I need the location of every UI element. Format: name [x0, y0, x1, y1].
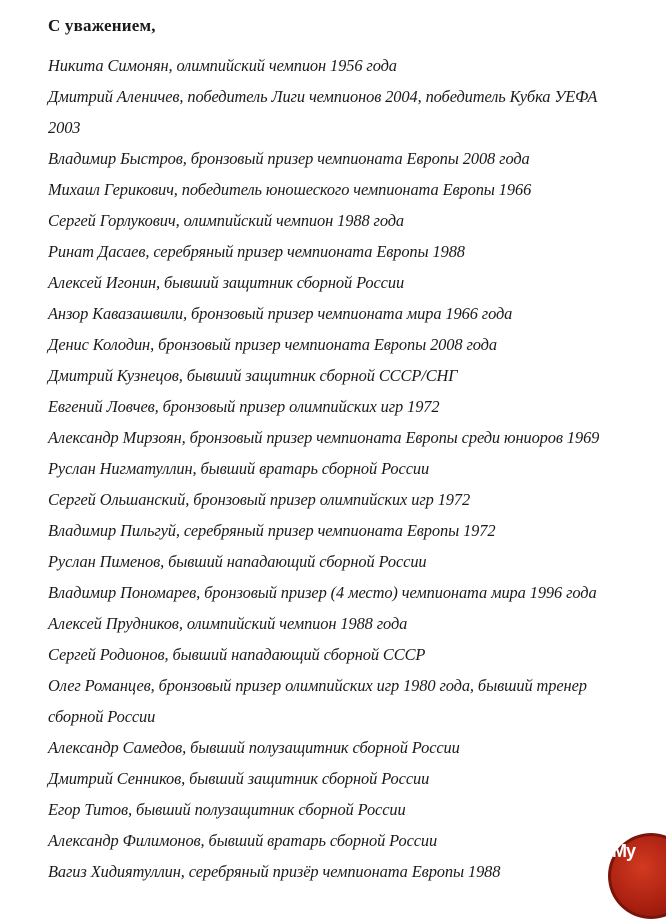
signatory-line: Вагиз Хидиятуллин, серебряный призёр чемпионата Европы 1988: [48, 862, 501, 881]
signatory-line: Дмитрий Кузнецов, бывший защитник сборной СССР/СНГ: [48, 366, 458, 385]
signatory-line: Евгений Ловчев, бронзовый призер олимпийских игр 1972: [48, 397, 440, 416]
signatory-line: Александр Мирзоян, бронзовый призер чемпионата Европы среди юниоров 1969: [48, 428, 600, 447]
signatory-line: Дмитрий Сенников, бывший защитник сборной России: [48, 769, 430, 788]
signatory-line: Руслан Нигматуллин, бывший вратарь сборной России: [48, 459, 430, 478]
signatory-line: Никита Симонян, олимпийский чемпион 1956 года: [48, 56, 397, 75]
signatory-line: Михаил Герикович, победитель юношеского чемпионата Европы 1966: [48, 180, 532, 199]
signatories-list: [48, 50, 666, 887]
signatory-line: Алексей Игонин, бывший защитник сборной России: [48, 273, 405, 292]
signatory-line-continuation: 2003: [48, 118, 81, 137]
signatory-line: Владимир Пильгуй, серебряный призер чемпионата Европы 1972: [48, 521, 496, 540]
signatory-line: Анзор Кавазашвили, бронзовый призер чемпионата мира 1966 года: [48, 304, 513, 323]
signatory-line: Денис Колодин, бронзовый призер чемпионата Европы 2008 года: [48, 335, 497, 354]
watermark-logo-text: Му: [612, 841, 636, 861]
letter-body: [48, 16, 666, 887]
signatory-line: Александр Самедов, бывший полузащитник сборной России: [48, 738, 460, 757]
signatory-line-continuation: сборной России: [48, 707, 156, 726]
signatory-line: Алексей Прудников, олимпийский чемпион 1988 года: [48, 614, 408, 633]
signatory-line: Сергей Ольшанский, бронзовый призер олимпийских игр 1972: [48, 490, 471, 509]
signatory-line: Ринат Дасаев, серебряный призер чемпионата Европы 1988: [48, 242, 465, 261]
signatory-line: Дмитрий Аленичев, победитель Лиги чемпионов 2004, победитель Кубка УЕФА: [48, 87, 598, 106]
signatory-line: Владимир Быстров, бронзовый призер чемпионата Европы 2008 года: [48, 149, 530, 168]
watermark-logo: [608, 833, 666, 919]
signatory-line: Олег Романцев, бронзовый призер олимпийских игр 1980 года, бывший тренер: [48, 676, 587, 695]
signatory-line: Александр Филимонов, бывший вратарь сборной России: [48, 831, 438, 850]
signatory-line: Руслан Пименов, бывший нападающий сборной России: [48, 552, 427, 571]
signatory-line: Сергей Горлукович, олимпийский чемпион 1988 года: [48, 211, 404, 230]
greeting-line: С уважением,: [48, 16, 156, 35]
signatory-line: Егор Титов, бывший полузащитник сборной России: [48, 800, 406, 819]
signatory-line: Сергей Родионов, бывший нападающий сборной СССР: [48, 645, 426, 664]
signatory-line: Владимир Пономарев, бронзовый призер (4 место) чемпионата мира 1996 года: [48, 583, 597, 602]
